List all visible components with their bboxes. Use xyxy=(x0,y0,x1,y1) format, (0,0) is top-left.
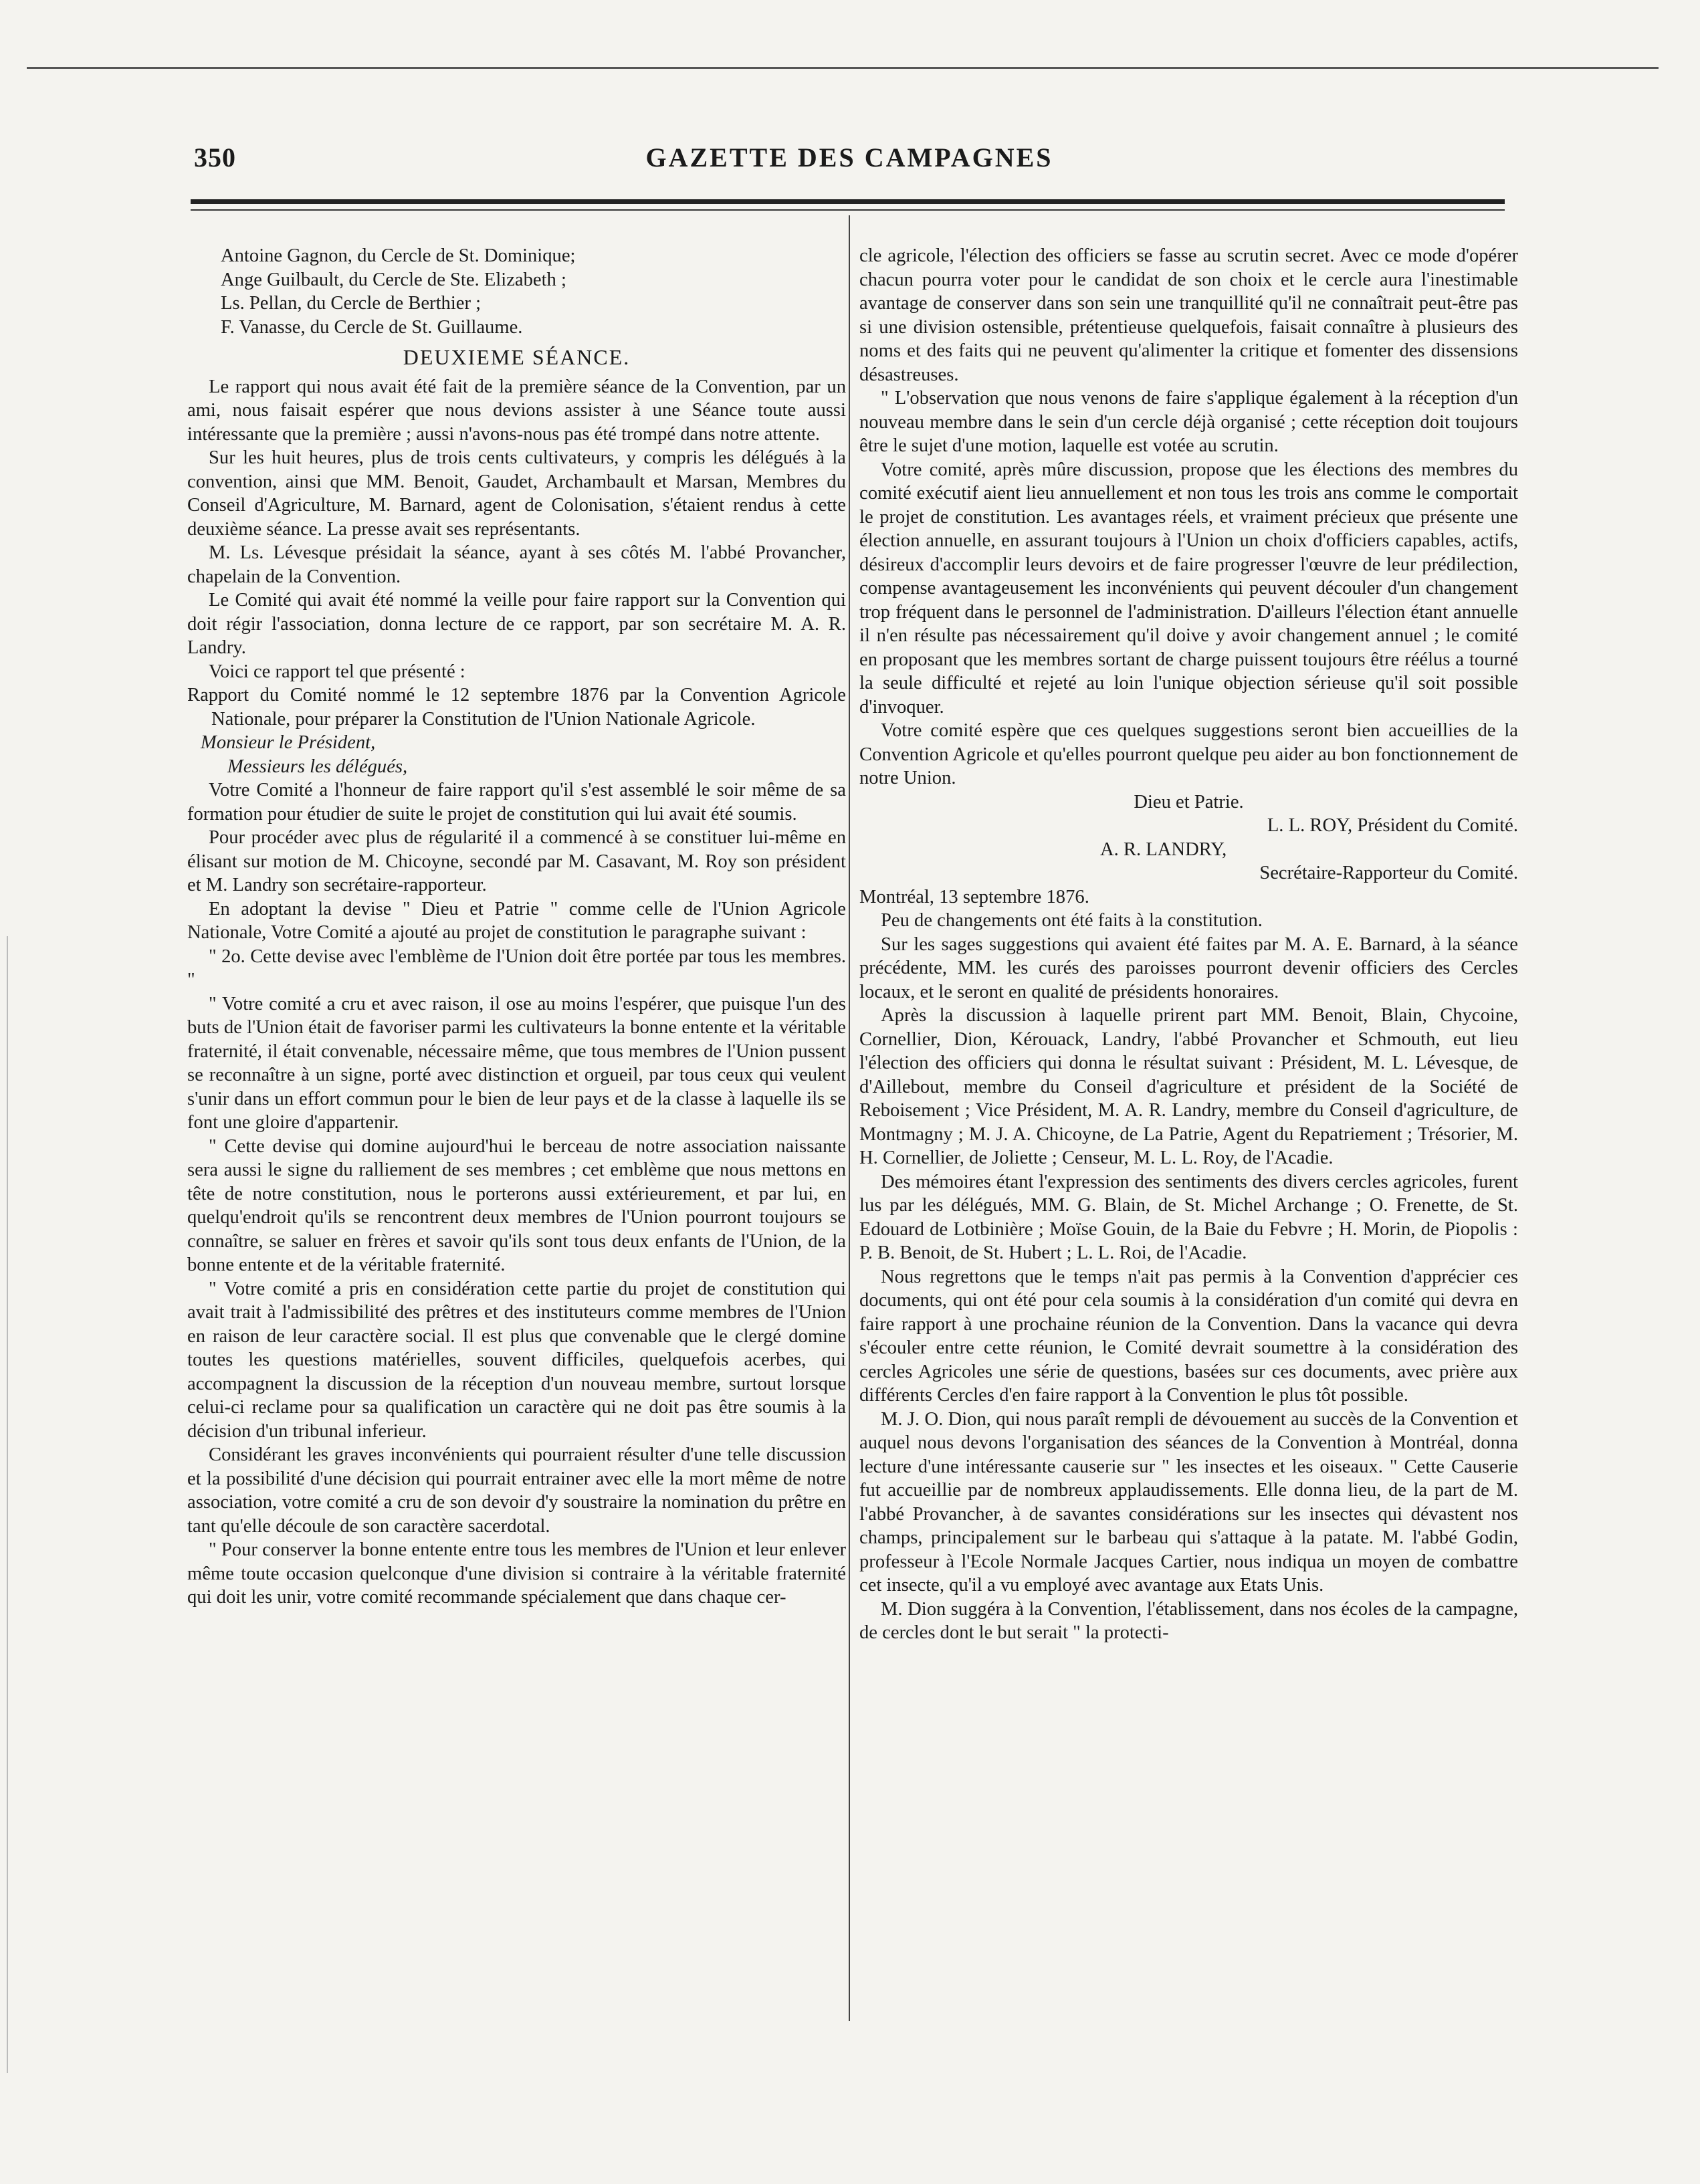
paragraph: Le rapport qui nous avait été fait de la première séance de la Convention, par un ami, nous faisait espérer que nous devions assister à une Séance toute aussi intéressante que la première ; aussi n'avons-nous pas été trompé dans notre attente. xyxy=(187,376,846,445)
section-heading: DEUXIEME SÉANCE. xyxy=(403,345,631,369)
paragraph: Nous regrettons que le temps n'ait pas permis à la Convention d'apprécier ces documents, qui ont été pour cela soumis à la considération d'un comité qui devra en faire rapport à une prochaine réunion de la Convention. Dans la vacance qui devra s'écouler entre cette réunion, le Comité devrait soumettre à la considération des cercles Agricoles une série de questions, basées sur ces documents, avec prière aux différents Cercles d'en faire rapport à la Convention le plus tôt possible. xyxy=(859,1266,1518,1406)
paragraph: Après la discussion à laquelle prirent part MM. Benoit, Blain, Chycoine, Cornellier, Dion, Kérouack, Landry, l'abbé Provancher et Schmouth, eut lieu l'élection des officiers qui donna le résultat suivant : Président, M. L. Lévesque, de d'Aillebout, membre du Conseil d'agriculture et président de la Société de Reboisement ; Vice Président, M. A. R. Landry, membre du Conseil d'agriculture, de Montmagny ; M. J. A. Chicoyne, de La Patrie, Agent du Repatriement ; Trésorier, M. H. Cornellier, de Joliette ; Censeur, M. L. L. Roy, de l'Acadie. xyxy=(859,1005,1518,1168)
motto: Dieu et Patrie. xyxy=(1134,791,1244,812)
delegate-name: Antoine Gagnon, du Cercle de St. Dominique; xyxy=(221,245,576,266)
paragraph: En adoptant la devise " Dieu et Patrie " comme celle de l'Union Agricole Nationale, Votre Comité a ajouté au projet de constitution le paragraphe suivant : xyxy=(187,898,846,943)
page-number: 350 xyxy=(194,142,236,173)
column-divider xyxy=(849,215,850,2021)
header-rule-thin xyxy=(191,209,1505,211)
paragraph: Sur les sages suggestions qui avaient été faites par M. A. E. Barnard, à la séance précédente, MM. les curés des paroisses pourront devenir officiers des Cercles locaux, et le seront en qualité de présidents honoraires. xyxy=(859,934,1518,1002)
dateline: Montréal, 13 septembre 1876. xyxy=(859,886,1089,907)
page-edge-mark xyxy=(7,936,8,2073)
paragraph: " L'observation que nous venons de faire s'applique également à la réception d'un nouveau membre dans le sein d'un cercle déjà organisé ; cette réception doit toujours être le sujet d'une motion, laquelle est votée au scrutin. xyxy=(859,388,1518,456)
page-header xyxy=(194,142,1505,182)
paragraph: " Votre comité a pris en considération cette partie du projet de constitution qui avait trait à l'admissibilité des prêtres et des instituteurs comme membres de l'Union en raison de leur caractère social. Il est plus que convenable que le clergé domine toutes les questions matérielles, souvent difficiles, quelquefois acerbes, qui accompagnent la discussion de la réception d'un nouveau membre, surtout lorsque celui-ci reclame pour sa qualification un caractère qui ne doit pas être soumis à la décision d'un tribunal inferieur. xyxy=(187,1278,846,1442)
paragraph: Votre Comité a l'honneur de faire rapport qu'il s'est assemblé le soir même de sa formation pour étudier de suite le projet de constitution qui lui avait été soumis. xyxy=(187,780,846,825)
salutation-delegates: Messieurs les délégués, xyxy=(227,756,408,777)
delegate-name: Ls. Pellan, du Cercle de Berthier ; xyxy=(221,293,482,314)
header-rule-thick xyxy=(191,199,1505,204)
paragraph: cle agricole, l'élection des officiers se fasse au scrutin secret. Avec ce mode d'opérer chacun pourra voter pour le candidat de son choix et le cercle aura l'inestimable avantage de conserver dans son sein une tranquillité qu'il ne connaîtrait peut-être pas si une division ostensible, prétentieuse quelquefois, faisait connaître à plusieurs des noms et des faits qui ne peuvent qu'alimenter la critique et fomenter des dissensions désastreuses. xyxy=(859,245,1518,385)
report-title: Rapport du Comité nommé le 12 septembre 1876 par la Convention Agricole Nationale, pour préparer la Constitution de l'Union Nationale Agricole. xyxy=(187,685,846,730)
paragraph: Des mémoires étant l'expression des sentiments des divers cercles agricoles, furent lus par les délégués, MM. G. Blain, de St. Michel Archange ; O. Frenette, de St. Edouard de Lotbinière ; Moïse Gouin, de la Baie du Febvre ; H. Morin, de Piopolis : P. B. Benoit, de St. Hubert ; L. L. Roi, de l'Acadie. xyxy=(859,1171,1518,1263)
signature-president: L. L. ROY, Président du Comité. xyxy=(1267,815,1518,836)
paragraph: " 2o. Cette devise avec l'emblème de l'Union doit être portée par tous les membres. " xyxy=(187,946,846,990)
signature-secretary-name: A. R. LANDRY, xyxy=(1100,839,1227,860)
paragraph: M. Dion suggéra à la Convention, l'établissement, dans nos écoles de la campagne, de cercles dont le but serait " la protecti- xyxy=(859,1598,1518,1643)
paragraph: Le Comité qui avait été nommé la veille pour faire rapport sur la Convention qui doit régir l'association, donna lecture de ce rapport, par son secrétaire M. A. R. Landry. xyxy=(187,590,846,658)
paragraph: Voici ce rapport tel que présenté : xyxy=(209,661,465,682)
left-column xyxy=(187,244,846,1610)
delegate-name: Ange Guilbault, du Cercle de Ste. Elizabeth ; xyxy=(221,269,566,290)
paragraph: Sur les huit heures, plus de trois cents cultivateurs, y compris les délégués à la convention, ainsi que MM. Benoit, Gaudet, Archambault et Marsan, Membres du Conseil d'Agriculture, M. Barnard, agent de Colonisation, s'étaient rendus à cette deuxième séance. La presse avait ses représentants. xyxy=(187,447,846,540)
delegate-name: F. Vanasse, du Cercle de St. Guillaume. xyxy=(221,316,523,338)
paragraph: " Votre comité a cru et avec raison, il ose au moins l'espérer, que puisque l'un des buts de l'Union était de favoriser parmi les cultivateurs la bonne entente et la véritable fraternité, il était convenable, nécessaire même, que tous membres de l'Union pussent se reconnaître à un signe, porté avec distinction et orgueil, par tous ceux qui veulent s'unir dans un effort commun pour le bien de leur pays et de la classe à laquelle ils se font une gloire d'appartenir. xyxy=(187,993,846,1133)
paragraph: Peu de changements ont été faits à la constitution. xyxy=(881,910,1263,931)
paragraph: Votre comité espère que ces quelques suggestions seront bien accueillies de la Convention Agricole et qu'elles pourront quelque peu aider au bon fonctionnement de notre Union. xyxy=(859,720,1518,788)
top-border-line xyxy=(27,67,1659,69)
paragraph: Considérant les graves inconvénients qui pourraient résulter d'une telle discussion et la possibilité d'une décision qui pourrait entrainer avec elle la mort même de notre association, votre comité a cru de son devoir d'y soustraire la nomination du prêtre en tant qu'elle découle de son caractère sacerdotal. xyxy=(187,1444,846,1537)
paragraph: Pour procéder avec plus de régularité il a commencé à se constituer lui-même en élisant sur motion de M. Chicoyne, secondé par M. Casavant, M. Roy son président et M. Landry son secrétaire-rapporteur. xyxy=(187,827,846,895)
salutation-president: Monsieur le Président, xyxy=(201,732,376,753)
right-column xyxy=(859,244,1518,1645)
paragraph: M. J. O. Dion, qui nous paraît rempli de dévouement au succès de la Convention et auquel nous devons l'organisation des séances de la Convention à Montréal, donna lecture d'une intéressante causerie sur " les insectes et les oiseaux. " Cette Causerie fut accueillie par de nombreux applaudissements. Elle donna lieu, de la part de M. l'abbé Provancher, à de savantes considérations sur les insectes qui dévastent nos champs, principalement sur le barbeau qui s'attaque à la patate. M. l'abbé Godin, professeur à l'Ecole Normale Jacques Cartier, nous indiqua un moyen de combattre cet insecte, qu'il a vu employé avec avantage aux Etats Unis. xyxy=(859,1408,1518,1596)
delegate-list xyxy=(187,244,846,339)
paragraph: " Pour conserver la bonne entente entre tous les membres de l'Union et leur enlever même toute occasion quelconque d'une division si contraire à la véritable fraternité qui doit les unir, votre comité recommande spécialement que dans chaque cer- xyxy=(187,1539,846,1608)
signature-secretary-title: Secrétaire-Rapporteur du Comité. xyxy=(1259,863,1518,883)
paragraph: M. Ls. Lévesque présidait la séance, ayant à ses côtés M. l'abbé Provancher, chapelain de la Convention. xyxy=(187,542,846,587)
running-title: GAZETTE DES CAMPAGNES xyxy=(645,142,1053,173)
paragraph: " Cette devise qui domine aujourd'hui le berceau de notre association naissante sera aussi le signe du ralliement de ses membres ; cet emblème que nous mettons en tête de notre constitution, nous le porterons aussi extérieurement, et par lui, en quelqu'endroit qu'ils se rencontrent deux membres de l'Union pourront toujours se connaître, se saluer en frères et savoir qu'ils sont tous deux enfants de l'Union, de la bonne entente et de la véritable fraternité. xyxy=(187,1135,846,1275)
paragraph: Votre comité, après mûre discussion, propose que les élections des membres du comité exécutif aient lieu annuellement et non tous les trois ans comme le comportait le projet de constitution. Les avantages réels, et vraiment précieux que présente une élection annuelle, en assurant toujours à l'Union un choix d'officiers capables, actifs, désireux d'accomplir leurs devoirs et de faire progresser l'œuvre de leur prédilection, compense avantageusement les inconvénients qui peuvent découler d'un changement trop fréquent dans le personnel de l'administration. D'ailleurs l'élection étant annuelle il n'en résulte pas nécessairement qu'il doive y avoir changement annuel ; le comité en proposant que les membres sortant de charge puissent toujours être réélus a tourné la seule difficulté et rejeté au loin l'unique objection sérieuse qu'il soit possible d'invoquer. xyxy=(859,459,1518,718)
